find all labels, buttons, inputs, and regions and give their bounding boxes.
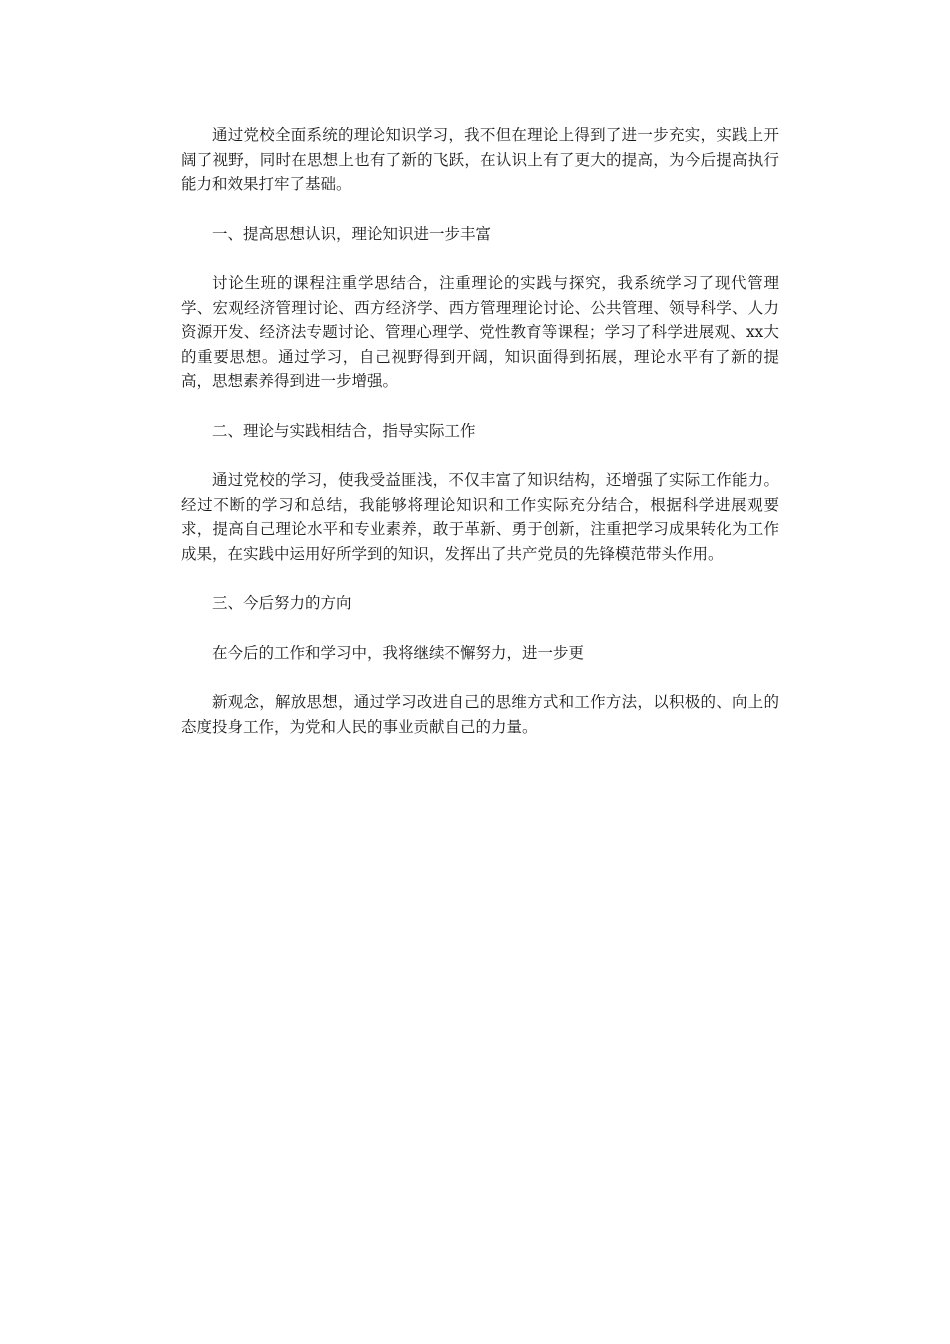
section-1-paragraph: 讨论生班的课程注重学思结合，注重理论的实践与探究，我系统学习了现代管理学、宏观经济管理讨论、西方经济学、西方管理理论讨论、公共管理、领导科学、人力资源开发、经济法专题讨论、管理心理学、党性教育等课程；学习了科学进展观、xx大的重要思想。通过学习，自己视野得到开阔，知识面得到拓展，理论水平有了新的提高，思想素养得到进一步增强。 (181, 274, 779, 390)
section-1-heading: 一、提高思想认识，理论知识进一步丰富 (212, 224, 492, 243)
section-3-heading: 三、今后努力的方向 (212, 594, 352, 612)
section-3-paragraph-2: 新观念，解放思想，通过学习改进自己的思维方式和工作方法，以积极的、向上的态度投身工作，为党和人民的事业贡献自己的力量。 (181, 693, 779, 736)
section-2-paragraph: 通过党校的学习，使我受益匪浅，不仅丰富了知识结构，还增强了实际工作能力。经过不断的学习和总结，我能够将理论知识和工作实际充分结合，根据科学进展观要求，提高自己理论水平和专业素养，敢于革新、勇于创新，注重把学习成果转化为工作成果，在实践中运用好所学到的知识，发挥出了共产党员的先锋模范带头作用。 (181, 471, 779, 563)
section-3-paragraph-1: 在今后的工作和学习中，我将继续不懈努力，进一步更 (212, 643, 585, 662)
intro-paragraph: 通过党校全面系统的理论知识学习，我不但在理论上得到了进一步充实，实践上开阔了视野，同时在思想上也有了新的飞跃，在认识上有了更大的提高，为今后提高执行能力和效果打牢了基础。 (181, 126, 779, 193)
section-2-heading: 二、理论与实践相结合，指导实际工作 (212, 421, 476, 440)
document-body (181, 123, 779, 764)
